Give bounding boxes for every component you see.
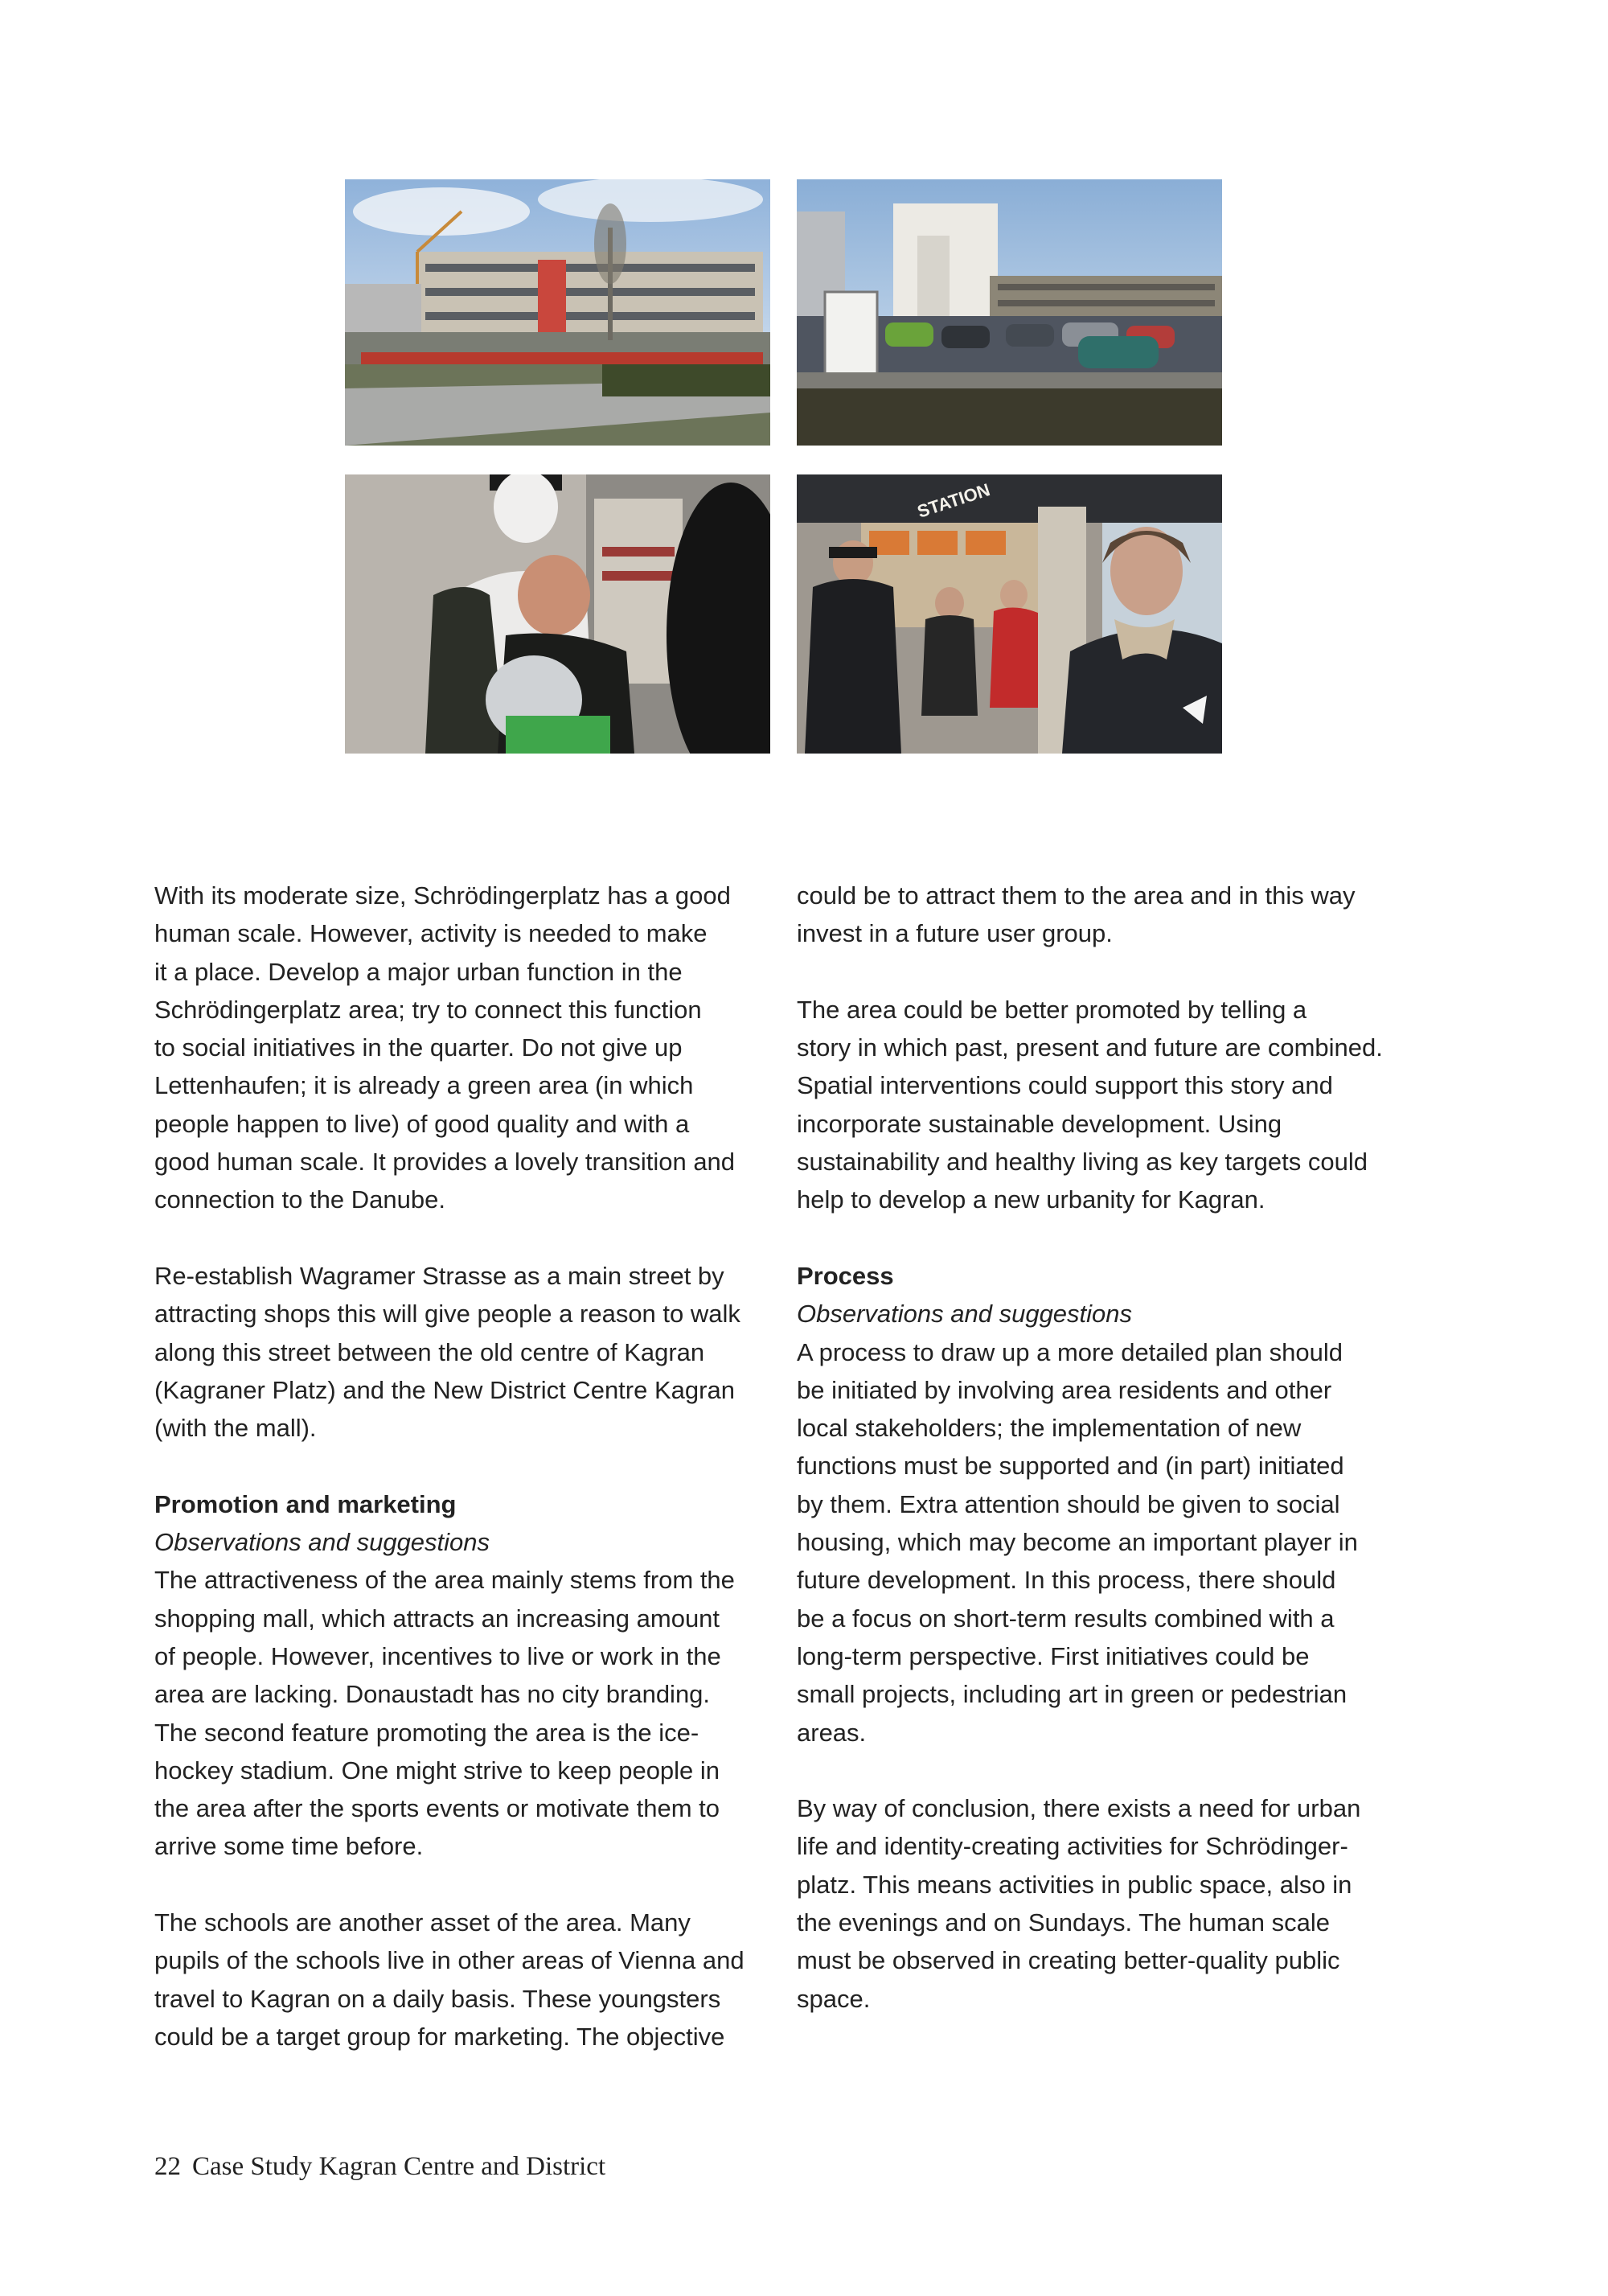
text-line: The second feature promoting the area is the ice- [154, 1718, 699, 1747]
photo-building-street [345, 179, 770, 446]
paragraph-schools [154, 1904, 781, 2056]
page-footer [154, 2152, 605, 2182]
text-line: pupils of the schools live in other areas of Vienna and [154, 1946, 745, 1975]
text-line: local stakeholders; the implementation of new [797, 1414, 1302, 1443]
sign-station-text: STATION [914, 479, 993, 522]
section-promotion [154, 1485, 781, 1866]
text-line: The area could be better promoted by telling a [797, 995, 1307, 1024]
photo-mannequin [345, 474, 770, 754]
text-line: incorporate sustainable development. Using [797, 1109, 1282, 1138]
text-line: hockey stadium. One might strive to keep people in [154, 1756, 720, 1785]
text-line: space. [797, 1984, 871, 2013]
text-line: help to develop a new urbanity for Kagran. [797, 1185, 1265, 1214]
text-line: sustainability and healthy living as key targets could [797, 1148, 1368, 1177]
text-column-left [154, 877, 781, 2056]
text-line: story in which past, present and future are combined. [797, 1033, 1383, 1062]
text-line: must be observed in creating better-quality public [797, 1946, 1340, 1975]
text-line: travel to Kagran on a daily basis. These youngsters [154, 1984, 721, 2013]
text-line: to social initiatives in the quarter. Do not give up [154, 1033, 683, 1062]
text-line: shopping mall, which attracts an increasing amount [154, 1604, 720, 1633]
text-line: future development. In this process, there should [797, 1566, 1336, 1595]
text-line: by them. Extra attention should be given to social [797, 1489, 1340, 1518]
text-line: (with the mall). [154, 1414, 317, 1443]
text-line: By way of conclusion, there exists a need for urban [797, 1794, 1361, 1823]
text-line: invest in a future user group. [797, 919, 1113, 948]
text-line: Spatial interventions could support this story and [797, 1071, 1333, 1100]
text-line: could be a target group for marketing. The objective [154, 2022, 725, 2051]
paragraph-conclusion [797, 1789, 1440, 2018]
text-line: along this street between the old centre of Kagran [154, 1337, 705, 1366]
text-line: area are lacking. Donaustadt has no city branding. [154, 1680, 711, 1709]
text-line: people happen to live) of good quality and with a [154, 1109, 690, 1138]
page-number: 22 [154, 2152, 181, 2181]
paragraph-wagramer-strasse [154, 1257, 781, 1447]
text-line: arrive some time before. [154, 1832, 424, 1861]
text-line: The schools are another asset of the area. Many [154, 1908, 691, 1937]
text-line: of people. However, incentives to live or work in the [154, 1641, 721, 1670]
text-column-right [797, 877, 1440, 2018]
photo-parking-lot [797, 179, 1222, 446]
footer-title: Case Study Kagran Centre and District [192, 2152, 606, 2181]
text-line: it a place. Develop a major urban function in the [154, 957, 683, 986]
text-line: housing, which may become an important player in [797, 1528, 1358, 1557]
photo-people-walking [797, 474, 1222, 754]
text-line: human scale. However, activity is needed to make [154, 919, 708, 948]
text-line: Re-establish Wagramer Strasse as a main street by [154, 1261, 724, 1290]
text-line: the area after the sports events or motivate them to [154, 1794, 720, 1823]
text-line: A process to draw up a more detailed plan should [797, 1337, 1343, 1366]
text-line: Schrödingerplatz area; try to connect this function [154, 995, 702, 1024]
text-line: Lettenhaufen; it is already a green area (in which [154, 1071, 694, 1100]
text-line: With its moderate size, Schrödingerplatz has a good [154, 881, 731, 910]
text-line: platz. This means activities in public space, also in [797, 1870, 1352, 1899]
text-line: the evenings and on Sundays. The human scale [797, 1908, 1330, 1937]
paragraph-objective-continued [797, 877, 1440, 953]
text-line: long-term perspective. First initiatives could be [797, 1641, 1310, 1670]
text-line: functions must be supported and (in part) initiated [797, 1452, 1344, 1481]
section-heading-promotion: Promotion and marketing [154, 1489, 457, 1518]
paragraph-story [797, 991, 1440, 1219]
text-line: small projects, including art in green or pedestrian [797, 1680, 1348, 1709]
section-subheading: Observations and suggestions [154, 1528, 490, 1557]
section-process [797, 1257, 1440, 1752]
text-line: The attractiveness of the area mainly stems from the [154, 1566, 735, 1595]
text-line: life and identity-creating activities for Schrödinger- [797, 1832, 1348, 1861]
text-line: good human scale. It provides a lovely transition and [154, 1148, 736, 1177]
text-line: areas. [797, 1718, 867, 1747]
text-line: attracting shops this will give people a reason to walk [154, 1300, 740, 1329]
text-line: be a focus on short-term results combined with a [797, 1604, 1335, 1633]
text-line: could be to attract them to the area and in this way [797, 881, 1356, 910]
paragraph-human-scale [154, 877, 781, 1219]
text-line: (Kagraner Platz) and the New District Centre Kagran [154, 1375, 735, 1404]
section-subheading: Observations and suggestions [797, 1300, 1133, 1329]
text-line: be initiated by involving area residents and other [797, 1375, 1332, 1404]
text-line: connection to the Danube. [154, 1185, 445, 1214]
section-heading-process: Process [797, 1261, 894, 1290]
